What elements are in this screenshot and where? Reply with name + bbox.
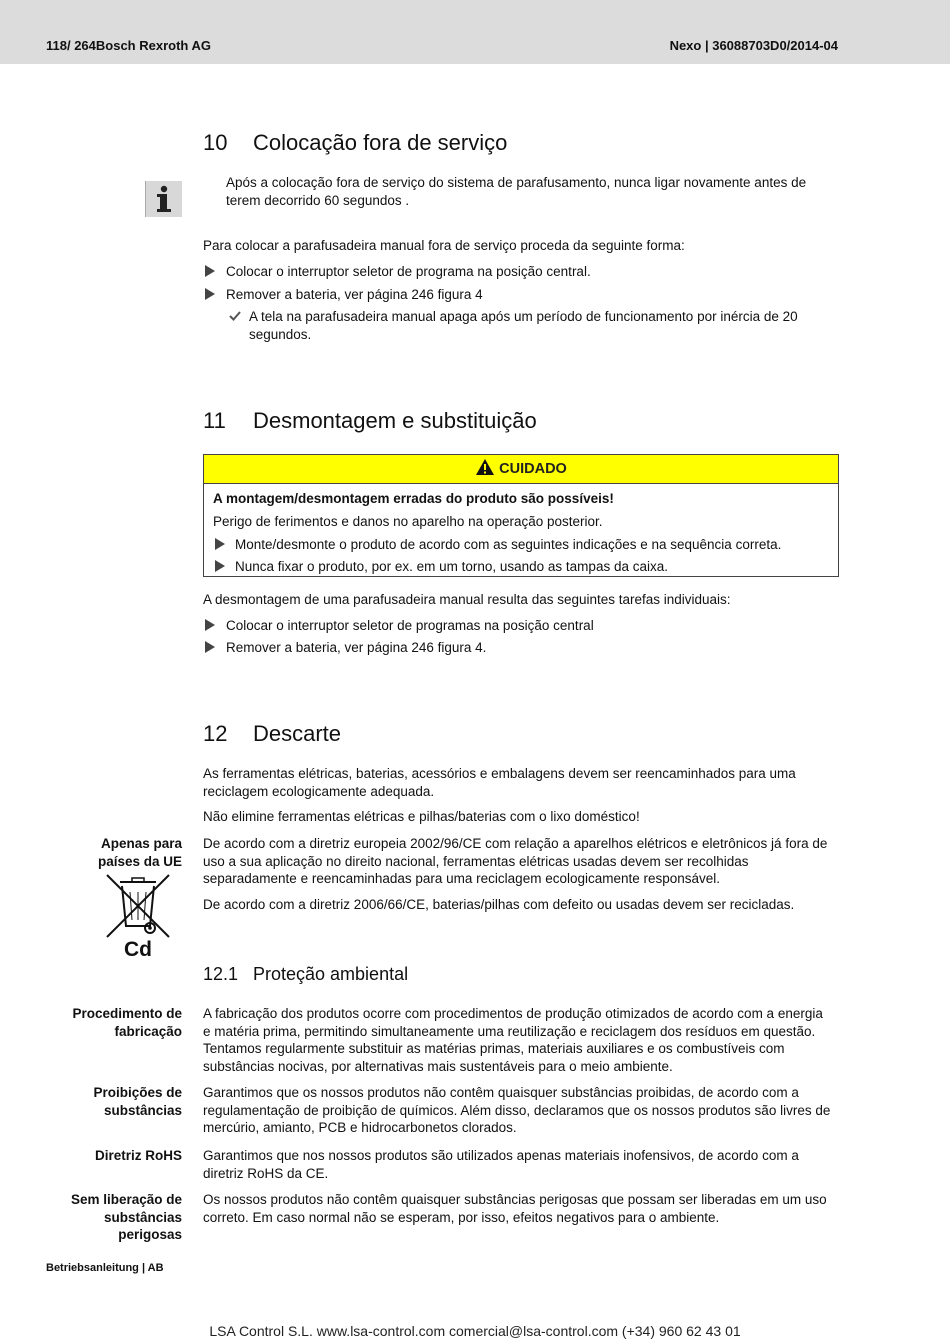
caution-label: CUIDADO xyxy=(499,461,567,477)
paragraph-line: diretriz RoHS da CE. xyxy=(203,1165,329,1181)
section-number: 12 xyxy=(203,721,228,746)
result-line: segundos. xyxy=(249,326,312,342)
result-line: A tela na parafusadeira manual apaga após um período de funcionamento por inércia de 20 xyxy=(249,309,798,324)
caution-step: Monte/desmonte o produto de acordo com as seguintes indicações e na sequência correta. xyxy=(235,537,782,552)
section-number: 11 xyxy=(203,408,226,433)
sec12-paragraph xyxy=(203,765,796,800)
cadmium-label: Cd xyxy=(124,938,152,961)
env-paragraph-substances xyxy=(203,1084,830,1137)
info-icon xyxy=(145,181,182,217)
paragraph-line: Os nossos produtos não contêm quaisquer substâncias perigosas que possam ser liberadas em um uso xyxy=(203,1192,827,1207)
section-title: Descarte xyxy=(253,721,342,746)
header-right: Nexo | 36088703D0/2014-04 xyxy=(669,38,838,53)
side-note-hazardous xyxy=(71,1191,182,1244)
env-paragraph-hazardous xyxy=(203,1191,827,1226)
step-item: Remover a bateria, ver página 246 figura 4 xyxy=(226,287,483,302)
step-item: Remover a bateria, ver página 246 figura 4. xyxy=(226,640,487,655)
section-10-heading xyxy=(203,130,507,156)
page-header xyxy=(0,0,950,64)
step-item: Colocar o interruptor seletor de programa na posição central. xyxy=(226,264,591,279)
paragraph-line: Garantimos que os nossos produtos não contêm quaisquer substâncias proibidas, de acordo com a xyxy=(203,1085,799,1100)
info-note xyxy=(226,174,806,209)
sec11-intro: A desmontagem de uma parafusadeira manual resulta das seguintes tarefas individuais: xyxy=(203,592,731,607)
paragraph-line: separadamente e reencaminhadas para uma reciclagem ecologicamente responsável. xyxy=(203,871,721,886)
step-item: Colocar o interruptor seletor de programas na posição central xyxy=(226,618,594,633)
crossed-bin-icon xyxy=(104,872,172,940)
env-paragraph-manufacturing xyxy=(203,1005,823,1075)
section-12-heading xyxy=(203,721,341,747)
footer-contact: LSA Control S.L. www.lsa-control.com comercial@lsa-control.com (+34) 960 62 43 01 xyxy=(209,1323,741,1339)
paragraph-line: substâncias nocivas, por alternativas mais sustentáveis para o meio ambiente. xyxy=(203,1058,673,1074)
side-note-line: países da UE xyxy=(97,853,182,869)
sec10-intro: Para colocar a parafusadeira manual fora de serviço proceda da seguinte forma: xyxy=(203,238,685,253)
paragraph-line: A fabricação dos produtos ocorre com procedimentos de produção otimizados de acordo com a energia xyxy=(203,1006,823,1021)
section-12-1-heading xyxy=(203,964,408,985)
sec12-paragraph: De acordo com a diretriz 2006/66/CE, baterias/pilhas com defeito ou usadas devem ser recicladas. xyxy=(203,897,795,912)
step-arrow-icon xyxy=(215,560,225,572)
side-note-line: Diretriz RoHS xyxy=(94,1148,182,1163)
side-note-line: Procedimento de xyxy=(72,1006,182,1021)
section-title: Desmontagem e substituição xyxy=(253,408,537,433)
paragraph-line: Garantimos que nos nossos produtos são utilizados apenas materiais inofensivos, de acordo com a xyxy=(203,1148,799,1163)
side-note-line: substâncias xyxy=(103,1102,182,1118)
side-note-rohs xyxy=(95,1147,182,1165)
paragraph-line: mercúrio, amianto, PCB e hidrocarbonetos clorados. xyxy=(203,1120,517,1135)
side-note-line: fabricação xyxy=(114,1023,182,1039)
side-note-manufacturing xyxy=(72,1005,182,1040)
paragraph-line: regulamentação de proibição de químicos. Além disso, declaramos que os nossos produtos são livres de xyxy=(203,1102,831,1118)
caution-step: Nunca fixar o produto, por ex. em um torno, usando as tampas da caixa. xyxy=(235,559,668,574)
section-number: 10 xyxy=(203,130,228,155)
section-11-heading xyxy=(203,408,537,434)
env-paragraph-rohs xyxy=(203,1147,799,1182)
paragraph-line: e matéria prima, permitindo simultaneamente uma reutilização e reciclagem dos resíduos em questão. xyxy=(203,1023,816,1039)
step-arrow-icon xyxy=(205,619,215,631)
result-item xyxy=(249,308,798,343)
sec12-paragraph: Não elimine ferramentas elétricas e pilhas/baterias com o lixo doméstico! xyxy=(203,809,640,824)
caution-heading: A montagem/desmontagem erradas do produto são possíveis! xyxy=(213,491,614,506)
step-arrow-icon xyxy=(205,265,215,277)
section-title: Proteção ambiental xyxy=(253,964,409,984)
warning-triangle-icon xyxy=(475,458,495,476)
side-note-line: Sem liberação de xyxy=(70,1192,182,1207)
section-number: 12.1 xyxy=(203,964,239,984)
caution-box xyxy=(203,454,839,577)
checkmark-icon xyxy=(229,309,241,321)
paragraph-line: Tentamos regularmente substituir as matérias primas, materiais auxiliares e os combustíveis com xyxy=(203,1041,785,1056)
info-note-line: terem decorrido 60 segundos . xyxy=(226,192,410,208)
paragraph-line: reciclagem ecologicamente adequada. xyxy=(203,783,435,799)
info-note-line: Após a colocação fora de serviço do sistema de parafusamento, nunca ligar novamente antes de xyxy=(226,175,807,190)
step-arrow-icon xyxy=(215,538,225,550)
side-note-line: substâncias xyxy=(103,1209,182,1225)
step-arrow-icon xyxy=(205,288,215,300)
side-note-substances xyxy=(93,1084,182,1119)
paragraph-line: correto. Em caso normal não se esperam, por isso, efeitos negativos para o ambiente. xyxy=(203,1209,720,1225)
caution-text: Perigo de ferimentos e danos no aparelho na operação posterior. xyxy=(213,514,603,529)
sec12-paragraph xyxy=(203,835,827,888)
side-note-line: Proibições de xyxy=(93,1085,182,1100)
paragraph-line: De acordo com a diretriz europeia 2002/96/CE com relação a aparelhos elétricos e eletrônicos já fora de xyxy=(203,836,828,851)
section-title: Colocação fora de serviço xyxy=(253,130,508,155)
step-arrow-icon xyxy=(205,641,215,653)
side-note-line: Apenas para xyxy=(100,836,182,851)
caution-header xyxy=(204,455,838,484)
paragraph-line: As ferramentas elétricas, baterias, acessórios e embalagens devem ser reencaminhados para uma xyxy=(203,766,796,781)
header-left: 118/ 264Bosch Rexroth AG xyxy=(46,38,211,53)
side-note-eu xyxy=(98,835,182,870)
footer-doc-label: Betriebsanleitung | AB xyxy=(46,1262,164,1274)
paragraph-line: uso a sua aplicação no direito nacional, ferramentas elétricas usadas devem ser recolhidas xyxy=(203,853,749,869)
side-note-line: perigosas xyxy=(118,1227,182,1242)
